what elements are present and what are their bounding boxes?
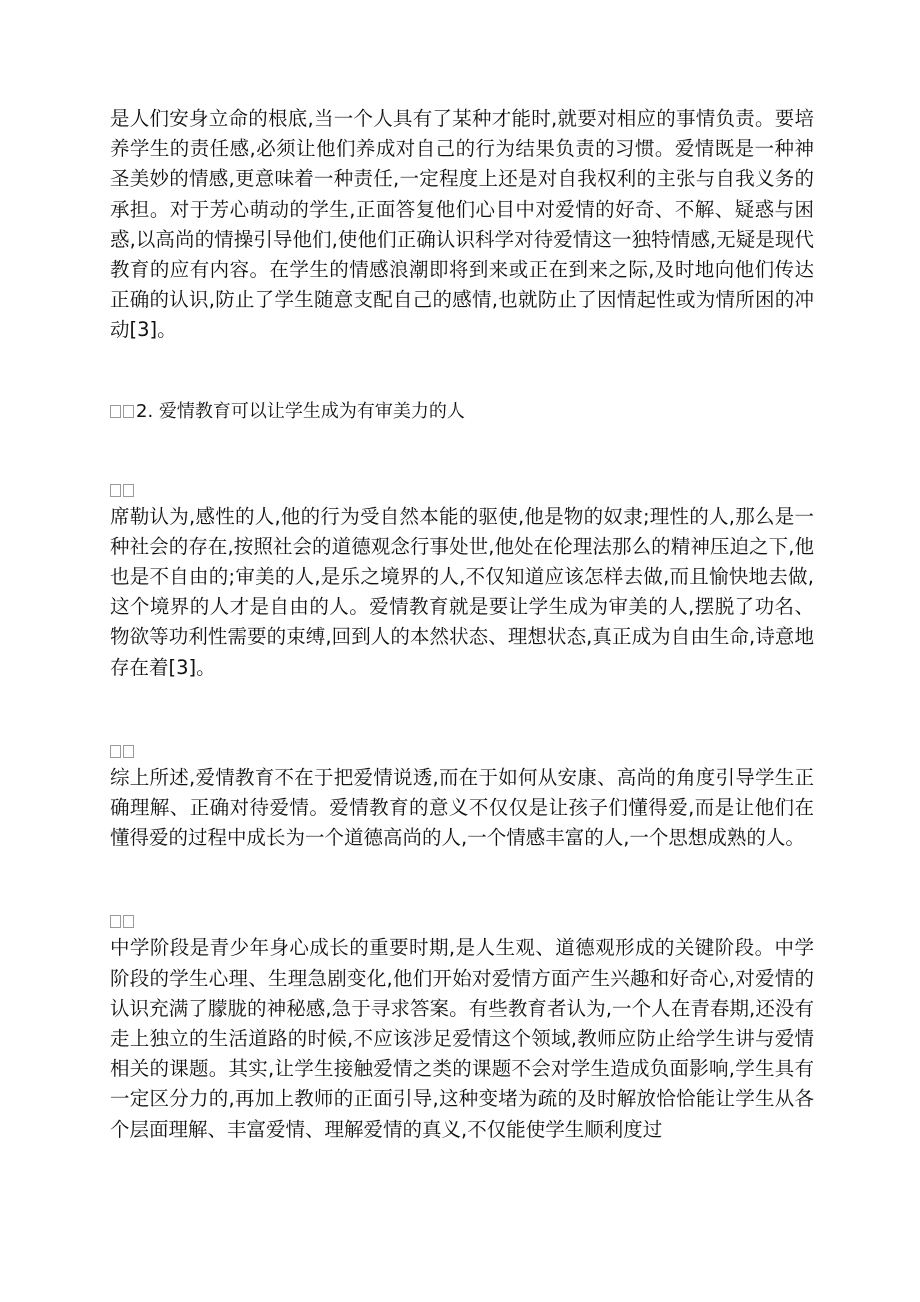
- placeholder-glyph-icon: [123, 915, 134, 928]
- paragraph-summary: 综上所述,爱情教育不在于把爱情说透,而在于如何从安康、高尚的角度引导学生正确理解、正确对待爱情。爱情教育的意义不仅仅是让孩子们懂得爱,而是让他们在懂得爱的过程中成长为一个道德高尚的人,一个情感丰富的人,一个思想成熟的人。: [110, 765, 814, 850]
- paragraph-middle-school: 中学阶段是青少年身心成长的重要时期,是人生观、道德观形成的关键阶段。中学阶段的学生心理、生理急剧变化,他们开始对爱情方面产生兴趣和好奇心,对爱情的认识充满了朦胧的神秘感,急于寻求答案。有些教育者认为,一个人在青春期,还没有走上独立的生活道路的时候,不应该涉足爱情这个领域,教师应防止给学生讲与爱情相关的课题。其实,让学生接触爱情之类的课题不会对学生造成负面影响,学生具有一定区分力的,再加上教师的正面引导,这种变堵为疏的及时解放恰恰能让学生从各个层面理解、丰富爱情、理解爱情的真义,不仅能使学生顺利度过: [110, 936, 814, 1141]
- section-heading: [110, 397, 814, 427]
- placeholder-glyph-icon: [110, 484, 121, 497]
- paragraph-aesthetic: 席勒认为,感性的人,他的行为受自然本能的驱使,他是物的奴隶;理性的人,那么是一种社会的存在,按照社会的道德观念行事处世,他处在伦理法那么的精神压迫之下,他也是不自由的;审美的人,是乐之境界的人,不仅知道应该怎样去做,而且愉快地去做,这个境界的人才是自由的人。爱情教育就是要让学生成为审美的人,摆脱了功名、物欲等功利性需要的束缚,回到人的本然状态、理想状态,真正成为自由生命,诗意地存在着[3]。: [110, 504, 814, 679]
- paragraph-marker: [110, 741, 814, 763]
- placeholder-glyph-icon: [123, 484, 134, 497]
- section-heading-text: 2. 爱情教育可以让学生成为有审美力的人: [136, 400, 465, 422]
- paragraph-marker: [110, 480, 814, 502]
- paragraph-marker: [110, 911, 814, 933]
- document-page: [110, 104, 814, 1145]
- placeholder-glyph-icon: [110, 405, 121, 418]
- paragraph-responsibility: 是人们安身立命的根底,当一个人具有了某种才能时,就要对相应的事情负责。要培养学生的责任感,必须让他们养成对自己的行为结果负责的习惯。爱情既是一种神圣美妙的情感,更意味着一种责任,一定程度上还是对自我权利的主张与自我义务的承担。对于芳心萌动的学生,正面答复他们心目中对爱情的好奇、不解、疑惑与困惑,以高尚的情操引导他们,使他们正确认识科学对待爱情这一独特情感,无疑是现代教育的应有内容。在学生的情感浪潮即将到来或正在到来之际,及时地向他们传达正确的认识,防止了学生随意支配自己的感情,也就防止了因情起性或为情所困的冲动[3]。: [110, 107, 814, 342]
- placeholder-glyph-icon: [123, 745, 134, 758]
- placeholder-glyph-icon: [110, 915, 121, 928]
- placeholder-glyph-icon: [123, 405, 134, 418]
- placeholder-glyph-icon: [110, 745, 121, 758]
